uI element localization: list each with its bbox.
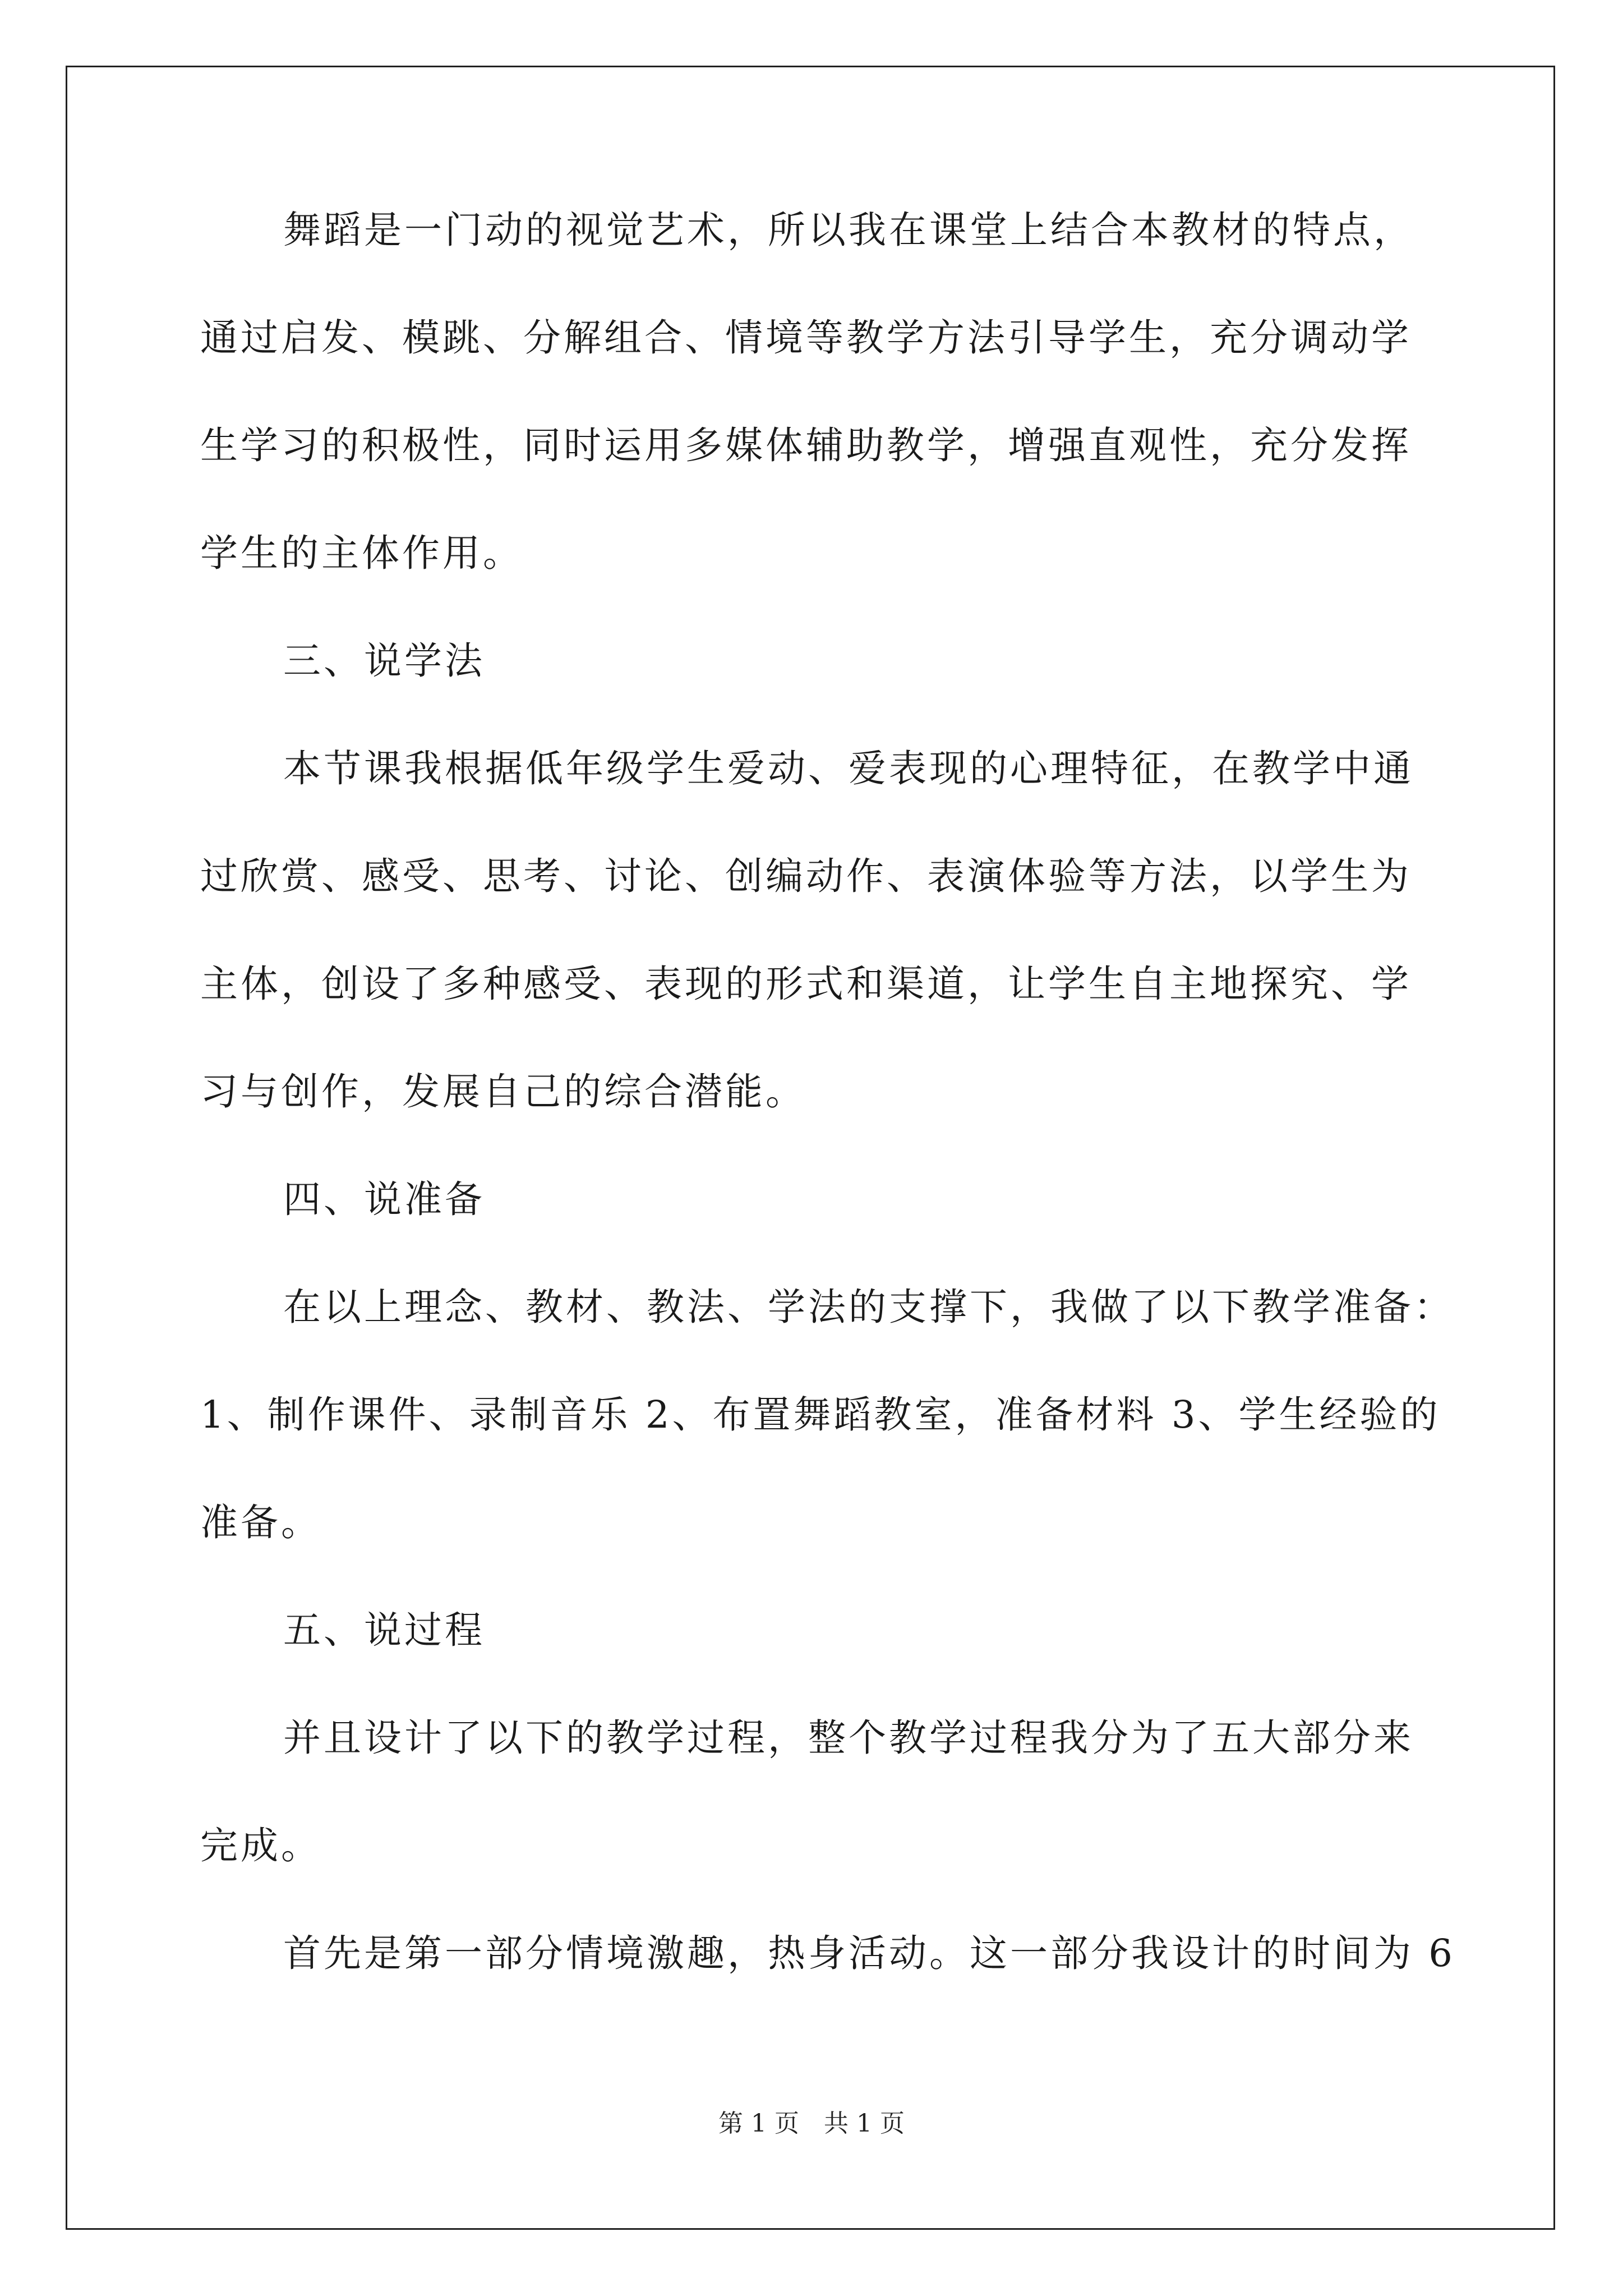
paragraph-line: 准备。: [200, 1501, 321, 1544]
paragraph-line: 舞蹈是一门动的视觉艺术，所以我在课堂上结合本教材的特点，: [283, 208, 1414, 252]
paragraph-line: 习与创作，发展自己的综合潜能。: [200, 1070, 806, 1114]
page-border: [66, 66, 1555, 2230]
page-footer: 第 1 页 共 1 页: [718, 2109, 905, 2138]
section-heading: 五、说过程: [283, 1608, 485, 1652]
paragraph-line: 主体，创设了多种感受、表现的形式和渠道，让学生自主地探究、学: [200, 962, 1412, 1006]
paragraph-line: 完成。: [200, 1824, 321, 1867]
paragraph-line: 1、制作课件、录制音乐 2、布置舞蹈教室，准备材料 3、学生经验的: [200, 1393, 1441, 1437]
section-heading: 四、说准备: [283, 1177, 485, 1221]
paragraph-line: 学生的主体作用。: [200, 531, 523, 575]
paragraph-line: 在以上理念、教材、教法、学法的支撑下，我做了以下教学准备：: [283, 1285, 1454, 1329]
paragraph-line: 通过启发、模跳、分解组合、情境等教学方法引导学生，充分调动学: [200, 316, 1412, 360]
paragraph-line: 本节课我根据低年级学生爱动、爱表现的心理特征，在教学中通: [283, 747, 1414, 790]
paragraph-line: 过欣赏、感受、思考、讨论、创编动作、表演体验等方法，以学生为: [200, 854, 1412, 898]
paragraph-line: 并且设计了以下的教学过程，整个教学过程我分为了五大部分来: [283, 1716, 1414, 1760]
section-heading: 三、说学法: [283, 639, 485, 683]
paragraph-line: 生学习的积极性，同时运用多媒体辅助教学，增强直观性，充分发挥: [200, 424, 1412, 467]
paragraph-line: 首先是第一部分情境激趣，热身活动。这一部分我设计的时间为 6: [283, 1931, 1455, 1975]
